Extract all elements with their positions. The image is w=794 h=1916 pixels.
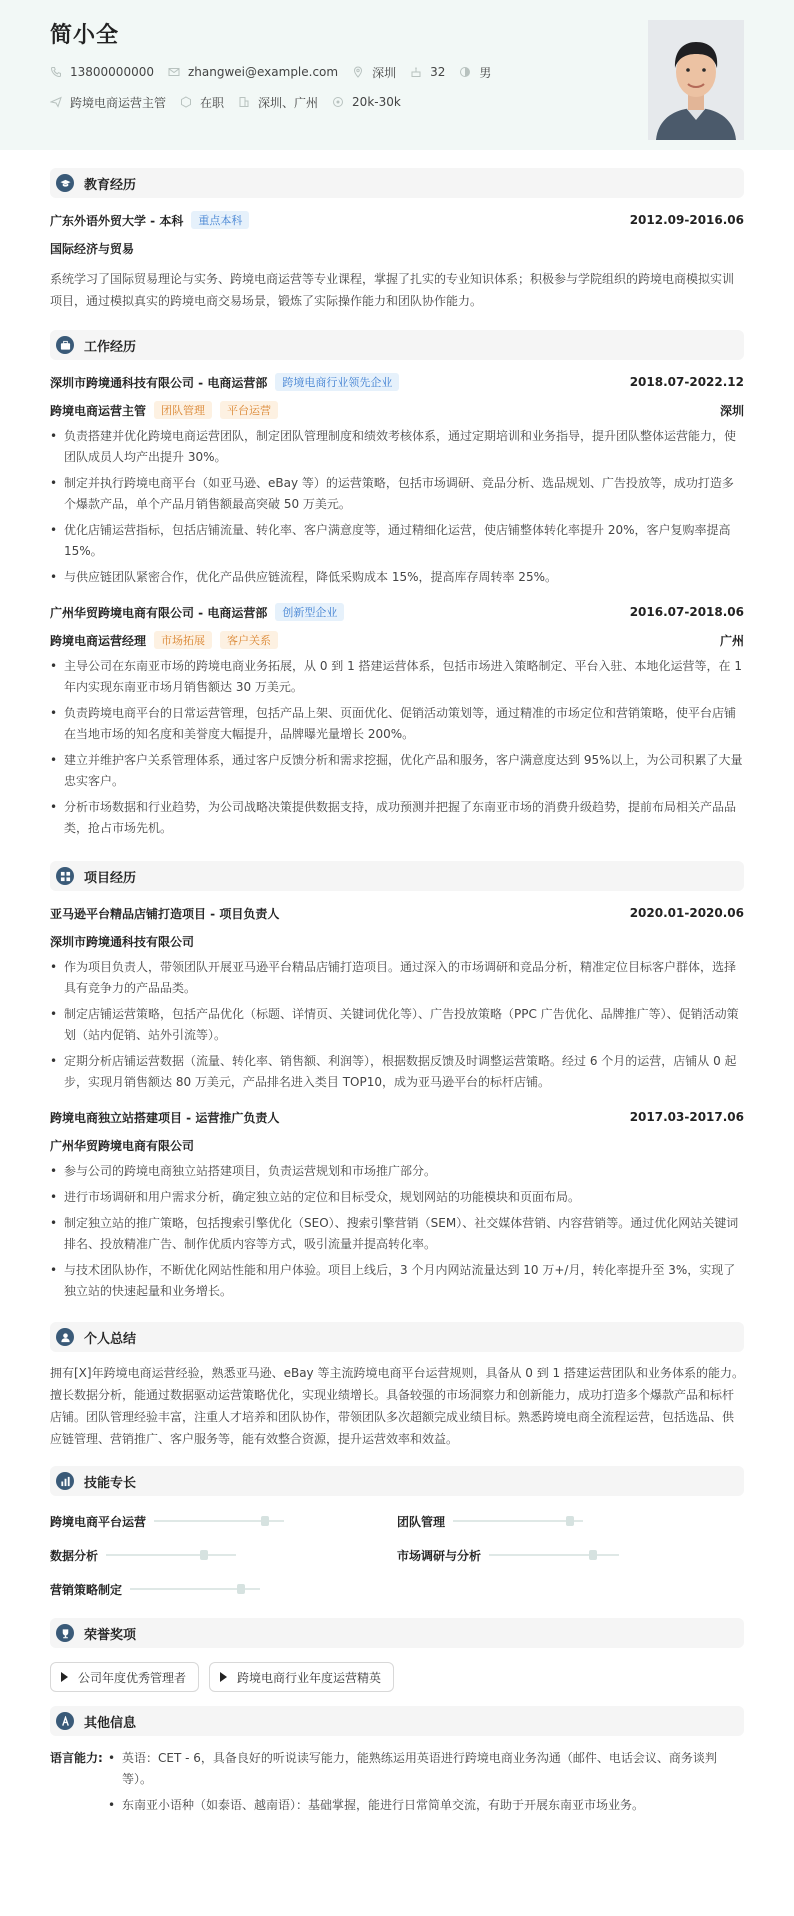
cake-icon <box>410 66 422 78</box>
project-name: 亚马逊平台精品店铺打造项目 - 项目负责人 <box>50 906 280 921</box>
summary-section-title: 个人总结 <box>84 1331 137 1347</box>
project-company: 深圳市跨境通科技有限公司 <box>50 934 195 949</box>
summary-text: 拥有[X]年跨境电商运营经验，熟悉亚马逊、eBay 等主流跨境电商平台运营规则，具备从 0 到 1 搭建运营团队和业务体系的能力。擅长数据分析，能通过数据驱动运营策略优化，实现业绩增长。具备较强的市场洞察力和创新能力，成功打造多个爆款产品和标杆店铺。团队管理经验丰富，注重人才培养和团队协作，带领团队多次超额完成业绩目标。熟悉跨境电商全流程运营，包括选品、供应链管理、营销推广、客户服务等，能有效整合资源，提升运营效率和效益。 <box>50 1366 745 1446</box>
honor-label: 跨境电商行业年度运营精英 <box>237 1670 382 1685</box>
company-name: 深圳市跨境通科技有限公司 - 电商运营部 <box>50 375 268 390</box>
language-item: • 英语：CET - 6，具备良好的听说读写能力，能熟练运用英语进行跨境电商业务沟通（邮件、电话会议、商务谈判等）。 <box>108 1748 744 1790</box>
position-tag: 客户关系 <box>220 631 278 649</box>
position-tag: 市场拓展 <box>154 631 212 649</box>
skills-section-header <box>50 1466 744 1496</box>
work-location: 广州 <box>719 633 744 648</box>
email-item <box>168 65 338 79</box>
salary-item <box>332 95 401 109</box>
skill-name: 营销策略制定 <box>50 1582 123 1597</box>
honors-section-title: 荣誉奖项 <box>84 1627 137 1643</box>
project-bullets <box>50 1161 744 1302</box>
work-section-title: 工作经历 <box>84 339 137 355</box>
play-icon <box>61 1672 68 1682</box>
work-bullet: • 负责跨境电商平台的日常运营管理，包括产品上架、页面优化、促销活动策划等，通过精准的市场定位和营销策略，使平台店铺在当地市场的知名度和美誉度大幅提升，品牌曝光量增长 200%。 <box>50 703 744 745</box>
company-tag: 创新型企业 <box>275 603 344 621</box>
education-section-header <box>50 168 744 198</box>
project-date: 2017.03-2017.06 <box>629 1110 744 1124</box>
skill-item <box>50 1504 397 1538</box>
project-bullet: • 与技术团队协作，不断优化网站性能和用户体验。项目上线后，3 个月内网站流量达到 10 万+/月，转化率提升至 3%，实现了独立站的快速起量和业务增长。 <box>50 1260 744 1302</box>
work-bullet: • 建立并维护客户关系管理体系，通过客户反馈分析和需求挖掘，优化产品和服务，客户满意度达到 95%以上，为公司积累了大量忠实客户。 <box>50 750 744 792</box>
gender-text: 男 <box>479 65 492 80</box>
city-text: 深圳 <box>372 65 397 80</box>
school-tag: 重点本科 <box>191 211 249 229</box>
projects-section-header <box>50 861 744 891</box>
honor-badge <box>50 1662 199 1692</box>
skill-item <box>397 1538 744 1572</box>
work-bullet: • 与供应链团队紧密合作，优化产品供应链流程，降低采购成本 15%，提高库存周转率 25%。 <box>50 567 744 588</box>
work-entry <box>50 372 744 588</box>
skill-item <box>50 1572 397 1606</box>
salary-text: 20k-30k <box>352 95 401 109</box>
location-icon <box>352 66 364 78</box>
position-name: 跨境电商运营经理 <box>50 633 147 648</box>
project-bullet: • 制定独立站的推广策略，包括搜索引擎优化（SEO）、搜索引擎营销（SEM）、社交媒体营销、内容营销等。通过优化网站关键词排名、投放精准广告、制作优质内容等方式，吸引流量并提高转化率。 <box>50 1213 744 1255</box>
work-bullet: • 分析市场数据和行业趋势，为公司战略决策提供数据支持，成功预测并把握了东南亚市场的消费升级趋势，提前布局相关产品品类，抢占市场先机。 <box>50 797 744 839</box>
other-section-title: 其他信息 <box>84 1715 137 1731</box>
project-bullet: • 进行市场调研和用户需求分析，确定独立站的定位和目标受众，规划网站的功能模块和页面布局。 <box>50 1187 744 1208</box>
project-bullets <box>50 957 744 1093</box>
skill-item <box>397 1504 744 1538</box>
language-item: • 东南亚小语种（如泰语、越南语）：基础掌握，能进行日常简单交流，有助于开展东南亚市场业务。 <box>108 1795 744 1816</box>
skill-name: 市场调研与分析 <box>397 1548 482 1563</box>
honors-list <box>50 1662 744 1692</box>
skill-item <box>50 1538 397 1572</box>
email-icon <box>168 66 180 78</box>
work-bullet: • 主导公司在东南亚市场的跨境电商业务拓展，从 0 到 1 搭建运营体系，包括市场进入策略制定、平台入驻、本地化运营等，在 1 年内实现东南亚市场月销售额达 30 万美元。 <box>50 656 744 698</box>
job-target-text: 跨境电商运营主管 <box>70 95 167 110</box>
language-label: 语言能力: <box>50 1751 103 1765</box>
project-bullet: • 定期分析店铺运营数据（流量、转化率、销售额、利润等），根据数据反馈及时调整运营策略。经过 6 个月的运营，店铺从 0 起步，实现月销售额达 80 万美元，产品排名进入类目 TOP10，成为亚马逊平台的标杆店铺。 <box>50 1051 744 1093</box>
resume-header <box>0 0 794 150</box>
phone-text: 13800000000 <box>70 65 154 79</box>
summary-section-header <box>50 1322 744 1352</box>
phone-item <box>50 65 154 79</box>
position-tag: 团队管理 <box>154 401 212 419</box>
age-text: 32 <box>430 65 446 79</box>
gender-item <box>459 64 491 81</box>
other-section-header <box>50 1706 744 1736</box>
status-text: 在职 <box>200 95 225 110</box>
skill-level-marker <box>566 1516 574 1526</box>
graduation-cap-icon <box>56 174 74 192</box>
work-bullets <box>50 656 744 839</box>
project-entry <box>50 1107 744 1302</box>
skill-name: 数据分析 <box>50 1548 99 1563</box>
city-item <box>352 64 396 81</box>
work-bullets <box>50 426 744 588</box>
job-target-item <box>50 94 166 111</box>
contact-row <box>50 61 744 83</box>
work-section-header <box>50 330 744 360</box>
user-icon <box>56 1328 74 1346</box>
language-list <box>108 1748 744 1816</box>
resume-body <box>0 168 794 1816</box>
skill-bar <box>154 1520 284 1522</box>
email-text: zhangwei@example.com <box>187 65 339 79</box>
projects-section-title: 项目经历 <box>84 870 137 886</box>
salary-icon <box>332 96 344 108</box>
work-date: 2018.07-2022.12 <box>629 375 744 389</box>
project-entry <box>50 903 744 1093</box>
honor-label: 公司年度优秀管理者 <box>78 1670 187 1685</box>
candidate-name: 简小全 <box>50 23 120 48</box>
project-company: 广州华贸跨境电商有限公司 <box>50 1138 195 1153</box>
age-item <box>410 65 445 79</box>
education-entry <box>50 210 744 312</box>
preferred-city-text: 深圳、广州 <box>258 95 319 110</box>
skill-level-marker <box>200 1550 208 1560</box>
work-entry <box>50 602 744 839</box>
work-date: 2016.07-2018.06 <box>629 605 744 619</box>
job-intent-row <box>50 91 744 113</box>
major-name: 国际经济与贸易 <box>50 241 135 256</box>
position-tag: 平台运营 <box>220 401 278 419</box>
project-bullet: • 作为项目负责人，带领团队开展亚马逊平台精品店铺打造项目。通过深入的市场调研和竞品分析，精准定位目标客户群体，选择具有竞争力的产品品类。 <box>50 957 744 999</box>
trophy-icon <box>56 1624 74 1642</box>
education-section-title: 教育经历 <box>84 177 137 193</box>
work-location: 深圳 <box>719 403 744 418</box>
skill-level-marker <box>237 1584 245 1594</box>
status-icon <box>180 96 192 108</box>
skill-level-marker <box>589 1550 597 1560</box>
skill-bar <box>130 1588 260 1590</box>
bar-chart-icon <box>56 1472 74 1490</box>
honors-section-header <box>50 1618 744 1648</box>
language-info <box>50 1748 744 1816</box>
play-icon <box>220 1672 227 1682</box>
status-item <box>180 94 224 111</box>
building-icon <box>238 96 250 108</box>
phone-icon <box>50 66 62 78</box>
skill-level-marker <box>261 1516 269 1526</box>
company-name: 广州华贸跨境电商有限公司 - 电商运营部 <box>50 605 268 620</box>
company-tag: 跨境电商行业领先企业 <box>275 373 399 391</box>
education-description: 系统学习了国际贸易理论与实务、跨境电商运营等专业课程，掌握了扎实的专业知识体系；积极参与学院组织的跨境电商模拟实训项目，通过模拟真实的跨境电商交易场景，锻炼了实际操作能力和团队协作能力。 <box>50 272 735 308</box>
skills-list <box>50 1504 744 1606</box>
gender-icon <box>459 66 471 78</box>
language-icon <box>56 1712 74 1730</box>
project-date: 2020.01-2020.06 <box>629 906 744 920</box>
work-bullet: • 制定并执行跨境电商平台（如亚马逊、eBay 等）的运营策略，包括市场调研、竞品分析、选品规划、广告投放等，成功打造多个爆款产品，单个产品月销售额最高突破 50 万美元。 <box>50 473 744 515</box>
work-bullet: • 负责搭建并优化跨境电商运营团队，制定团队管理制度和绩效考核体系，通过定期培训和业务指导，提升团队整体运营能力，使团队成员人均产出提升 30%。 <box>50 426 744 468</box>
honor-badge <box>209 1662 394 1692</box>
grid-icon <box>56 867 74 885</box>
project-name: 跨境电商独立站搭建项目 - 运营推广负责人 <box>50 1110 280 1125</box>
education-date: 2012.09-2016.06 <box>629 213 744 227</box>
project-bullet: • 制定店铺运营策略，包括产品优化（标题、详情页、关键词优化等）、广告投放策略（PPC 广告优化、品牌推广等）、促销活动策划（站内促销、站外引流等）。 <box>50 1004 744 1046</box>
position-name: 跨境电商运营主管 <box>50 403 147 418</box>
briefcase-icon <box>56 336 74 354</box>
skill-name: 跨境电商平台运营 <box>50 1514 147 1529</box>
skill-bar <box>489 1554 619 1556</box>
school-name: 广东外语外贸大学 - 本科 <box>50 213 184 228</box>
skills-section-title: 技能专长 <box>84 1475 137 1491</box>
send-icon <box>50 96 62 108</box>
skill-bar <box>453 1520 583 1522</box>
preferred-city-item <box>238 94 318 111</box>
project-bullet: • 参与公司的跨境电商独立站搭建项目，负责运营规划和市场推广部分。 <box>50 1161 744 1182</box>
profile-photo <box>648 20 744 140</box>
work-bullet: • 优化店铺运营指标，包括店铺流量、转化率、客户满意度等，通过精细化运营，使店铺整体转化率提升 20%，客户复购率提高 15%。 <box>50 520 744 562</box>
skill-name: 团队管理 <box>397 1514 446 1529</box>
skill-bar <box>106 1554 236 1556</box>
